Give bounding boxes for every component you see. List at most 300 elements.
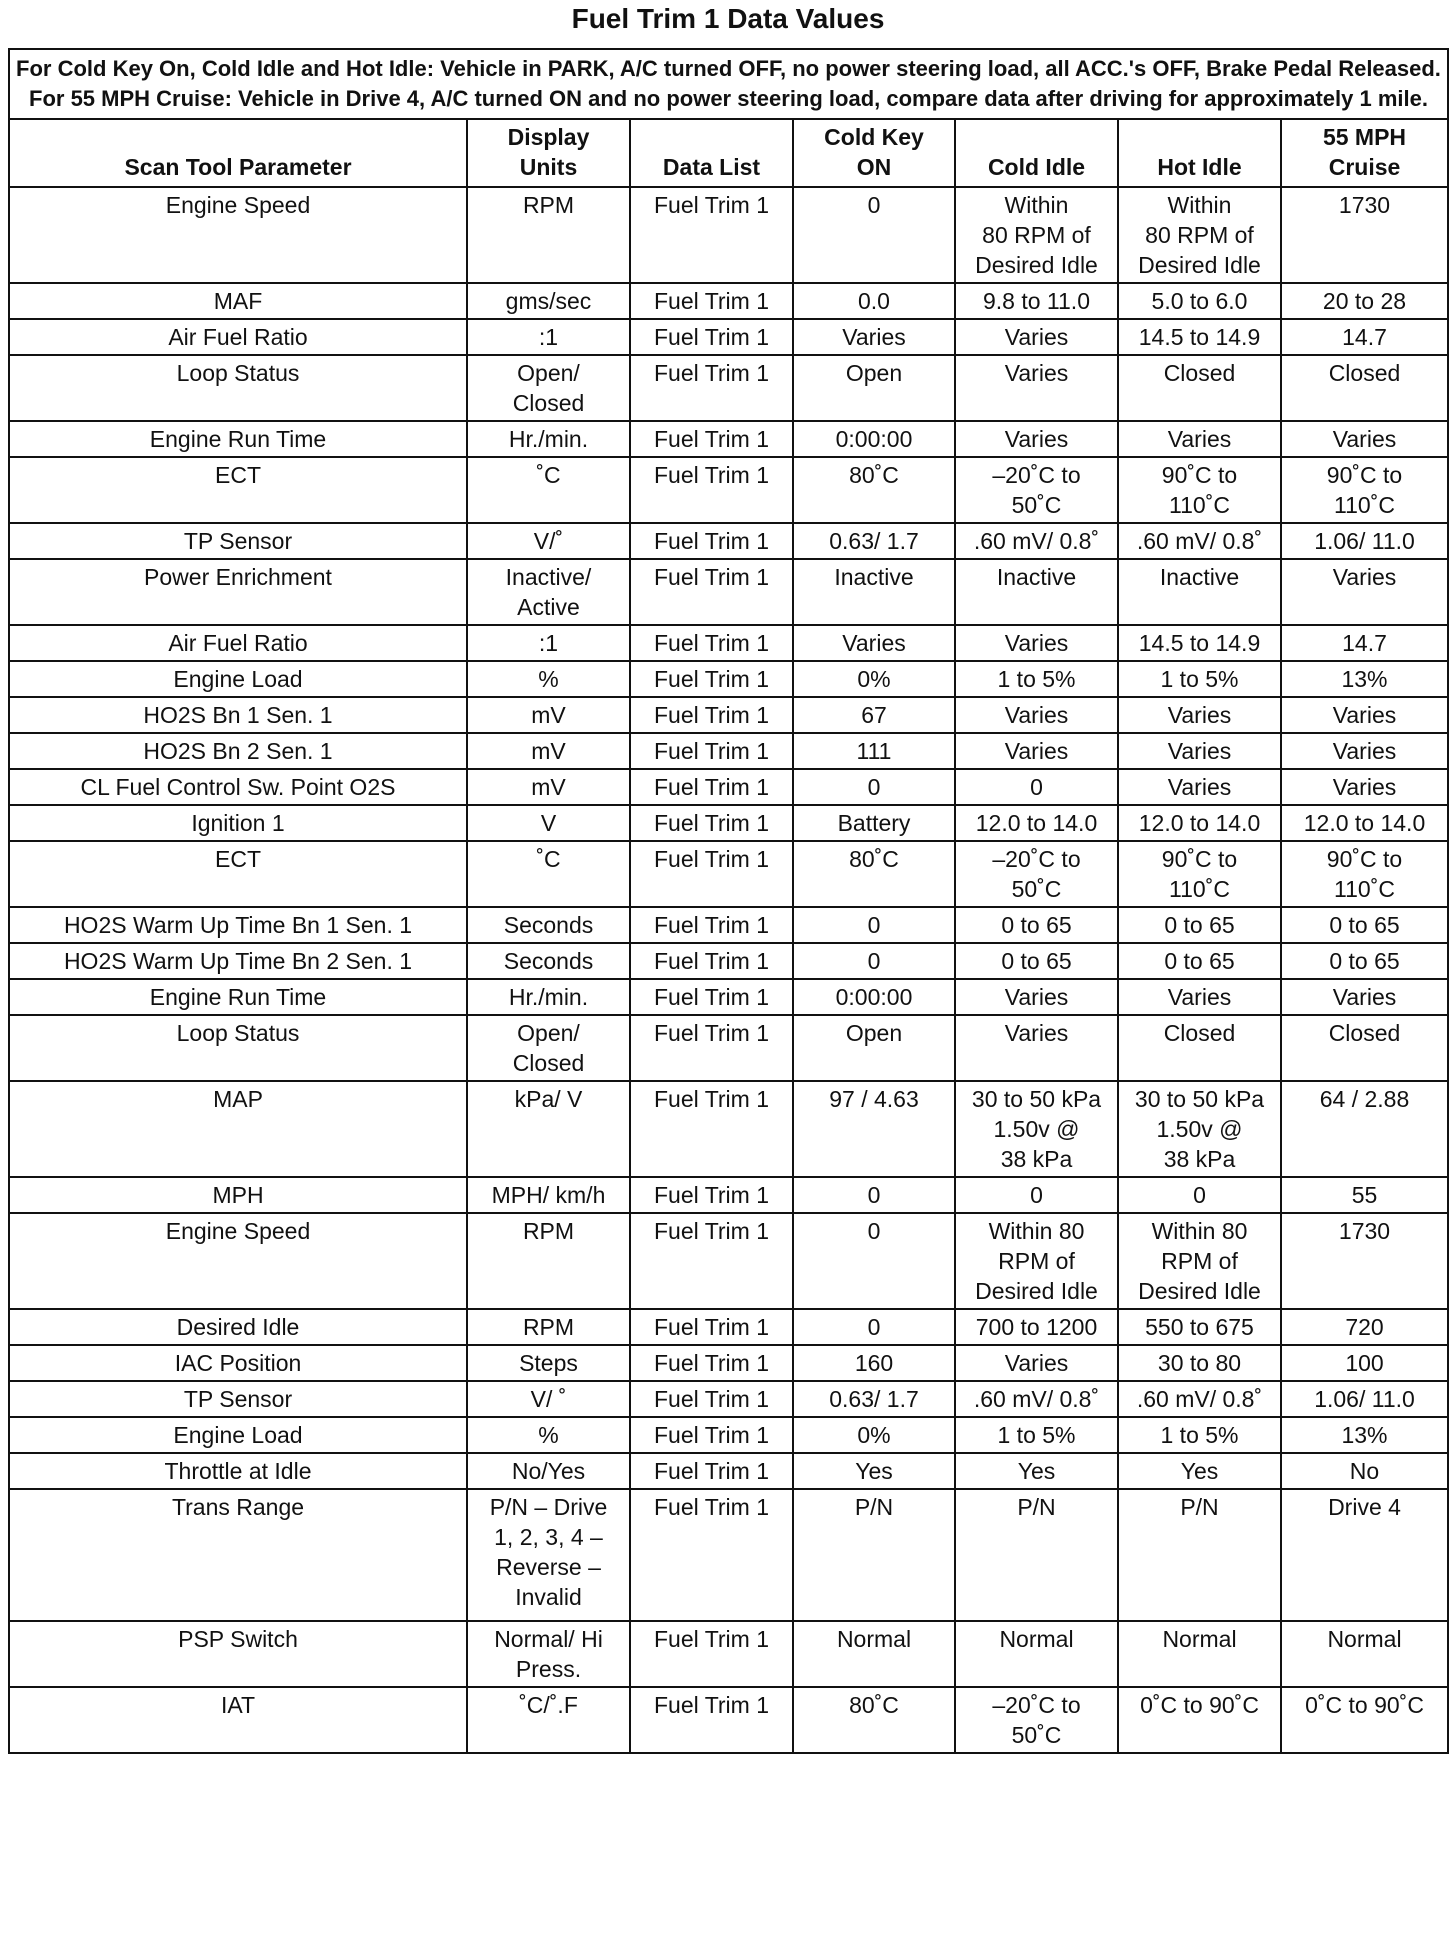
cell-text-line: 90˚C to xyxy=(1326,846,1403,872)
cell-cold-idle xyxy=(955,1453,1118,1489)
table-row xyxy=(9,1453,1448,1489)
cell-data-list xyxy=(630,283,793,319)
cell-cold-key-on xyxy=(793,661,955,697)
cell-display-units xyxy=(467,1177,630,1213)
cell-text-line: 0:00:00 xyxy=(835,984,913,1010)
cell-text-line: Varies xyxy=(1167,774,1232,800)
cell-text-line: Open/ xyxy=(517,1020,580,1046)
cell-cold-key-on xyxy=(793,1015,955,1081)
table-row xyxy=(9,1489,1448,1621)
cell-text-line: No/Yes xyxy=(511,1458,586,1484)
cell-hot-idle xyxy=(1118,733,1281,769)
cell-cold-key-on xyxy=(793,559,955,625)
cell-display-units xyxy=(467,661,630,697)
cell-scan-tool-parameter xyxy=(9,1453,467,1489)
cell-text-line: ˚C xyxy=(536,462,561,488)
cell-text-line: 9.8 to 11.0 xyxy=(983,288,1090,314)
cell-text-line: Desired Idle xyxy=(975,1278,1098,1304)
header-text-line: Cruise xyxy=(1328,154,1401,180)
table-row xyxy=(9,697,1448,733)
header-text-line: Cold Key xyxy=(824,124,924,150)
table-row xyxy=(9,523,1448,559)
cell-data-list xyxy=(630,661,793,697)
header-display-units xyxy=(467,119,630,187)
cell-display-units xyxy=(467,1381,630,1417)
cell-cruise-55-mph xyxy=(1281,907,1448,943)
cell-scan-tool-parameter xyxy=(9,1381,467,1417)
cell-text-line: Engine Load xyxy=(173,666,303,692)
cell-cold-idle xyxy=(955,1345,1118,1381)
cell-cruise-55-mph xyxy=(1281,1177,1448,1213)
cell-text-line: 0.63/ 1.7 xyxy=(829,528,919,554)
cell-text-line: 110˚C xyxy=(1169,876,1230,902)
cell-text-line: 20 to 28 xyxy=(1322,288,1407,314)
cell-cold-key-on xyxy=(793,1489,955,1621)
cell-cold-idle xyxy=(955,1489,1118,1621)
cell-text-line: Yes xyxy=(1017,1458,1056,1484)
cell-text-line: 0.63/ 1.7 xyxy=(829,1386,919,1412)
cell-text-line: 1 to 5% xyxy=(997,666,1076,692)
cell-hot-idle xyxy=(1118,1453,1281,1489)
cell-text-line: Loop Status xyxy=(176,360,300,386)
cell-scan-tool-parameter xyxy=(9,421,467,457)
cell-cruise-55-mph xyxy=(1281,769,1448,805)
cell-display-units xyxy=(467,1015,630,1081)
table-row xyxy=(9,1309,1448,1345)
cell-cold-key-on xyxy=(793,1417,955,1453)
cell-data-list xyxy=(630,769,793,805)
table-row xyxy=(9,1177,1448,1213)
cell-text-line: V/˚ xyxy=(533,528,564,554)
cell-text-line: ˚C/˚.F xyxy=(519,1692,578,1718)
cell-text-line: ˚C xyxy=(536,846,561,872)
cell-data-list xyxy=(630,1687,793,1753)
cell-cold-idle xyxy=(955,769,1118,805)
cell-scan-tool-parameter xyxy=(9,697,467,733)
cell-text-line: 50˚C xyxy=(1011,492,1062,518)
table-row xyxy=(9,979,1448,1015)
cell-cruise-55-mph xyxy=(1281,1489,1448,1621)
cell-text-line: 0 to 65 xyxy=(1329,948,1400,974)
cell-text-line: Fuel Trim 1 xyxy=(653,426,770,452)
cell-data-list xyxy=(630,559,793,625)
cell-text-line: 80˚C xyxy=(849,1692,899,1718)
cell-text-line: Fuel Trim 1 xyxy=(653,630,770,656)
cell-data-list xyxy=(630,187,793,283)
cell-hot-idle xyxy=(1118,1489,1281,1621)
table-row xyxy=(9,769,1448,805)
cell-cold-key-on xyxy=(793,1453,955,1489)
cell-cold-key-on xyxy=(793,283,955,319)
cell-text-line: –20˚C to xyxy=(992,462,1081,488)
cell-data-list xyxy=(630,733,793,769)
cell-cruise-55-mph xyxy=(1281,355,1448,421)
cell-text-line: Varies xyxy=(1004,426,1069,452)
cell-text-line: Fuel Trim 1 xyxy=(653,1020,770,1046)
cell-text-line: mV xyxy=(531,702,566,728)
cell-scan-tool-parameter xyxy=(9,319,467,355)
cell-text-line: 0 xyxy=(867,1182,881,1208)
cell-hot-idle xyxy=(1118,697,1281,733)
cell-text-line: Hr./min. xyxy=(508,984,589,1010)
cell-hot-idle xyxy=(1118,907,1281,943)
header-text-line: Cold Idle xyxy=(987,154,1086,180)
cell-hot-idle xyxy=(1118,523,1281,559)
cell-display-units xyxy=(467,1453,630,1489)
cell-cold-idle xyxy=(955,805,1118,841)
cell-text-line: 14.7 xyxy=(1342,630,1387,656)
cell-text-line: Fuel Trim 1 xyxy=(653,948,770,974)
cell-text-line: 0% xyxy=(857,666,891,692)
table-row xyxy=(9,457,1448,523)
cell-hot-idle xyxy=(1118,319,1281,355)
cell-text-line: 1 to 5% xyxy=(1160,666,1239,692)
cell-text-line: 1730 xyxy=(1338,1218,1391,1244)
cell-text-line: HO2S Warm Up Time Bn 2 Sen. 1 xyxy=(63,948,413,974)
cell-data-list xyxy=(630,1381,793,1417)
cell-text-line: 50˚C xyxy=(1011,1722,1062,1748)
cell-display-units xyxy=(467,979,630,1015)
cell-text-line: Closed xyxy=(1163,1020,1236,1046)
cell-text-line: Yes xyxy=(1180,1458,1219,1484)
table-row xyxy=(9,559,1448,625)
cell-text-line: Varies xyxy=(1332,702,1397,728)
cell-display-units xyxy=(467,841,630,907)
cell-text-line: Press. xyxy=(515,1656,582,1682)
cell-hot-idle xyxy=(1118,979,1281,1015)
cell-text-line: Fuel Trim 1 xyxy=(653,360,770,386)
cell-text-line: Active xyxy=(517,594,580,620)
cell-cruise-55-mph xyxy=(1281,1417,1448,1453)
cell-text-line: Within 80 xyxy=(1151,1218,1248,1244)
cell-text-line: 700 to 1200 xyxy=(975,1314,1098,1340)
cell-text-line: V/ ˚ xyxy=(530,1386,567,1412)
cell-text-line: 5.0 to 6.0 xyxy=(1151,288,1248,314)
cell-cruise-55-mph xyxy=(1281,559,1448,625)
cell-text-line: P/N xyxy=(1017,1494,1056,1520)
header-scan-tool-parameter xyxy=(9,119,467,187)
conditions-note-row xyxy=(9,49,1448,119)
cell-scan-tool-parameter xyxy=(9,1177,467,1213)
cell-text-line: Fuel Trim 1 xyxy=(653,1692,770,1718)
cell-data-list xyxy=(630,907,793,943)
cell-text-line: Inactive xyxy=(996,564,1077,590)
cell-text-line: 100 xyxy=(1345,1350,1384,1376)
cell-text-line: 13% xyxy=(1341,1422,1388,1448)
cell-text-line: 67 xyxy=(861,702,887,728)
cell-text-line: Seconds xyxy=(503,948,594,974)
cell-cold-idle xyxy=(955,661,1118,697)
header-text-line: Units xyxy=(519,154,578,180)
cell-text-line: Hr./min. xyxy=(508,426,589,452)
cell-text-line: .60 mV/ 0.8˚ xyxy=(1136,1386,1263,1412)
cell-scan-tool-parameter xyxy=(9,907,467,943)
cell-scan-tool-parameter xyxy=(9,355,467,421)
cell-cruise-55-mph xyxy=(1281,1453,1448,1489)
cell-hot-idle xyxy=(1118,1081,1281,1177)
cell-cruise-55-mph xyxy=(1281,1213,1448,1309)
cell-display-units xyxy=(467,559,630,625)
cell-text-line: Within xyxy=(1004,192,1069,218)
table-row xyxy=(9,1621,1448,1687)
cell-cruise-55-mph xyxy=(1281,421,1448,457)
cell-text-line: 0˚C to 90˚C xyxy=(1140,1692,1259,1718)
cell-text-line: Desired Idle xyxy=(1138,252,1261,278)
cell-text-line: TP Sensor xyxy=(183,1386,293,1412)
cell-text-line: 80 RPM of xyxy=(982,222,1091,248)
cell-text-line: 550 to 675 xyxy=(1145,1314,1254,1340)
cell-cold-key-on xyxy=(793,697,955,733)
cell-cruise-55-mph xyxy=(1281,1621,1448,1687)
cell-text-line: Steps xyxy=(519,1350,578,1376)
cell-cruise-55-mph xyxy=(1281,1345,1448,1381)
cell-text-line: 1 to 5% xyxy=(997,1422,1076,1448)
cell-scan-tool-parameter xyxy=(9,1489,467,1621)
cell-cruise-55-mph xyxy=(1281,979,1448,1015)
cell-cruise-55-mph xyxy=(1281,1081,1448,1177)
table-row xyxy=(9,625,1448,661)
cell-text-line: Normal xyxy=(1162,1626,1237,1652)
cell-cruise-55-mph xyxy=(1281,697,1448,733)
cell-text-line: 38 kPa xyxy=(1163,1146,1236,1172)
cell-text-line: Varies xyxy=(842,324,906,350)
cell-hot-idle xyxy=(1118,559,1281,625)
table-row xyxy=(9,319,1448,355)
cell-scan-tool-parameter xyxy=(9,841,467,907)
cell-text-line: Closed xyxy=(1163,360,1236,386)
cell-text-line: Varies xyxy=(1004,702,1069,728)
cell-text-line: ECT xyxy=(215,846,261,872)
cell-data-list xyxy=(630,697,793,733)
cell-display-units xyxy=(467,943,630,979)
header-cold-idle xyxy=(955,119,1118,187)
cell-text-line: Trans Range xyxy=(171,1494,305,1520)
cell-cruise-55-mph xyxy=(1281,283,1448,319)
cell-text-line: 0 xyxy=(1193,1182,1206,1208)
cell-cold-idle xyxy=(955,355,1118,421)
table-row xyxy=(9,1213,1448,1309)
cell-data-list xyxy=(630,1453,793,1489)
cell-text-line: Fuel Trim 1 xyxy=(653,1182,770,1208)
cell-text-line: P/N xyxy=(854,1494,894,1520)
cell-text-line: gms/sec xyxy=(505,288,592,314)
cell-text-line: Throttle at Idle xyxy=(164,1458,312,1484)
cell-scan-tool-parameter xyxy=(9,283,467,319)
cell-text-line: 1.50v @ xyxy=(993,1116,1080,1142)
cell-hot-idle xyxy=(1118,1213,1281,1309)
cell-cruise-55-mph xyxy=(1281,805,1448,841)
cell-cruise-55-mph xyxy=(1281,1015,1448,1081)
cell-scan-tool-parameter xyxy=(9,1081,467,1177)
cell-text-line: Varies xyxy=(1004,1020,1069,1046)
header-hot-idle xyxy=(1118,119,1281,187)
cell-text-line: 80 RPM of xyxy=(1145,222,1254,248)
cell-text-line: Varies xyxy=(1167,984,1232,1010)
header-text-line: ON xyxy=(856,154,892,180)
table-row xyxy=(9,943,1448,979)
cell-cold-key-on xyxy=(793,1177,955,1213)
cell-text-line: Fuel Trim 1 xyxy=(653,912,770,938)
cell-text-line: 1 to 5% xyxy=(1160,1422,1239,1448)
cell-data-list xyxy=(630,1081,793,1177)
cell-text-line: 50˚C xyxy=(1011,876,1062,902)
table-row xyxy=(9,1381,1448,1417)
cell-cruise-55-mph xyxy=(1281,523,1448,559)
cell-cold-idle xyxy=(955,943,1118,979)
cell-display-units xyxy=(467,907,630,943)
cell-text-line: 0 xyxy=(867,774,881,800)
cell-cold-idle xyxy=(955,733,1118,769)
cell-text-line: MAF xyxy=(213,288,263,314)
cell-text-line: Fuel Trim 1 xyxy=(653,462,770,488)
cell-text-line: Normal xyxy=(836,1626,912,1652)
cell-cruise-55-mph xyxy=(1281,625,1448,661)
cell-display-units xyxy=(467,697,630,733)
cell-data-list xyxy=(630,1345,793,1381)
cell-text-line: –20˚C to xyxy=(992,846,1081,872)
cell-text-line: 720 xyxy=(1345,1314,1384,1340)
cell-text-line: Fuel Trim 1 xyxy=(653,1314,770,1340)
cell-cold-key-on xyxy=(793,769,955,805)
cell-display-units xyxy=(467,805,630,841)
cell-text-line: Open xyxy=(845,360,903,386)
table-row xyxy=(9,805,1448,841)
cell-text-line: Closed xyxy=(512,1050,585,1076)
cell-text-line: Within xyxy=(1167,192,1232,218)
cell-cold-key-on xyxy=(793,355,955,421)
cell-scan-tool-parameter xyxy=(9,769,467,805)
cell-cold-idle xyxy=(955,697,1118,733)
cell-cold-idle xyxy=(955,1621,1118,1687)
cell-text-line: Ignition 1 xyxy=(191,810,285,836)
cell-display-units xyxy=(467,355,630,421)
cell-cold-key-on xyxy=(793,187,955,283)
cell-hot-idle xyxy=(1118,187,1281,283)
cell-cold-key-on xyxy=(793,733,955,769)
cell-cold-idle xyxy=(955,559,1118,625)
cell-text-line: Varies xyxy=(1004,360,1069,386)
table-row xyxy=(9,1015,1448,1081)
cell-text-line: 30 to 50 kPa xyxy=(971,1086,1102,1112)
cell-text-line: 12.0 to 14.0 xyxy=(975,810,1098,836)
cell-text-line: Desired Idle xyxy=(176,1314,300,1340)
cell-text-line: Yes xyxy=(855,1458,893,1484)
cell-text-line: Fuel Trim 1 xyxy=(653,666,770,692)
header-text-line: Display xyxy=(507,124,590,150)
cell-text-line: 0˚C to 90˚C xyxy=(1305,1692,1424,1718)
cell-scan-tool-parameter xyxy=(9,661,467,697)
cell-text-line: 0 xyxy=(867,192,881,218)
cell-text-line: Fuel Trim 1 xyxy=(653,1626,770,1652)
cell-text-line: Engine Run Time xyxy=(149,426,327,452)
cell-cold-idle xyxy=(955,1381,1118,1417)
cell-text-line: Fuel Trim 1 xyxy=(653,738,770,764)
cell-text-line: Varies xyxy=(1004,1350,1069,1376)
cell-text-line: 90˚C to xyxy=(1326,462,1403,488)
cell-text-line: Engine Load xyxy=(173,1422,303,1448)
cell-hot-idle xyxy=(1118,1417,1281,1453)
cell-data-list xyxy=(630,1309,793,1345)
cell-cold-key-on xyxy=(793,1081,955,1177)
cell-text-line: 160 xyxy=(854,1350,894,1376)
header-text-line: Scan Tool Parameter xyxy=(124,154,352,180)
cell-cold-key-on xyxy=(793,1309,955,1345)
cell-display-units xyxy=(467,1345,630,1381)
cell-text-line: Fuel Trim 1 xyxy=(653,528,770,554)
cell-cold-idle xyxy=(955,979,1118,1015)
cell-text-line: Varies xyxy=(1167,426,1232,452)
cell-text-line: Battery xyxy=(837,810,911,836)
cell-text-line: Inactive/ xyxy=(505,564,592,590)
cell-text-line: 0 to 65 xyxy=(1329,912,1400,938)
cell-text-line: Inactive xyxy=(834,564,914,590)
cell-data-list xyxy=(630,523,793,559)
table-row xyxy=(9,841,1448,907)
cell-text-line: Fuel Trim 1 xyxy=(653,810,770,836)
cell-text-line: Varies xyxy=(842,630,906,656)
cell-text-line: 1.06/ 11.0 xyxy=(1314,1386,1415,1412)
cell-display-units xyxy=(467,319,630,355)
cell-cruise-55-mph xyxy=(1281,187,1448,283)
cell-hot-idle xyxy=(1118,943,1281,979)
table-row xyxy=(9,1687,1448,1753)
cell-text-line: Varies xyxy=(1332,738,1397,764)
cell-cruise-55-mph xyxy=(1281,733,1448,769)
cell-text-line: RPM xyxy=(522,192,575,218)
cell-text-line: 0 xyxy=(867,1218,881,1244)
cell-data-list xyxy=(630,1177,793,1213)
cell-text-line: 110˚C xyxy=(1334,876,1395,902)
cell-cold-key-on xyxy=(793,625,955,661)
cell-cold-key-on xyxy=(793,421,955,457)
cell-text-line: Air Fuel Ratio xyxy=(168,630,308,656)
cell-display-units xyxy=(467,1213,630,1309)
cell-text-line: 80˚C xyxy=(849,462,899,488)
cell-hot-idle xyxy=(1118,625,1281,661)
cell-hot-idle xyxy=(1118,421,1281,457)
cell-cold-idle xyxy=(955,283,1118,319)
cell-text-line: Drive 4 xyxy=(1328,1494,1401,1520)
cell-cold-idle xyxy=(955,841,1118,907)
cell-cold-idle xyxy=(955,1309,1118,1345)
cell-data-list xyxy=(630,841,793,907)
cell-scan-tool-parameter xyxy=(9,1213,467,1309)
cell-display-units xyxy=(467,523,630,559)
cell-text-line: 0 xyxy=(867,912,881,938)
cell-text-line: 13% xyxy=(1341,666,1388,692)
cell-cold-idle xyxy=(955,187,1118,283)
cell-text-line: 0 to 65 xyxy=(1164,948,1235,974)
header-text-line: Hot Idle xyxy=(1157,154,1242,180)
cell-text-line: Fuel Trim 1 xyxy=(653,846,770,872)
cell-text-line: 90˚C to xyxy=(1161,846,1238,872)
cell-cold-key-on xyxy=(793,457,955,523)
test-conditions-note: For Cold Key On, Cold Idle and Hot Idle: Vehicle in PARK, A/C turned OFF, no power steering load, all ACC.'s OFF, Brake Pedal Released. For 55 MPH Cruise: Vehicle in Drive 4, A/C turned ON and no power steering load, compare data after driving for approximately 1 mile. xyxy=(9,49,1448,119)
cell-hot-idle xyxy=(1118,1177,1281,1213)
cell-text-line: Closed xyxy=(1328,360,1401,386)
cell-text-line: 14.5 to 14.9 xyxy=(1138,630,1261,656)
cell-text-line: Fuel Trim 1 xyxy=(653,564,770,590)
cell-text-line: % xyxy=(538,666,559,692)
table-row xyxy=(9,421,1448,457)
cell-text-line: RPM xyxy=(522,1218,575,1244)
cell-scan-tool-parameter xyxy=(9,733,467,769)
cell-text-line: 0.0 xyxy=(858,288,890,314)
cell-hot-idle xyxy=(1118,355,1281,421)
cell-text-line: ECT xyxy=(215,462,261,488)
cell-data-list xyxy=(630,421,793,457)
cell-text-line: Open xyxy=(845,1020,903,1046)
